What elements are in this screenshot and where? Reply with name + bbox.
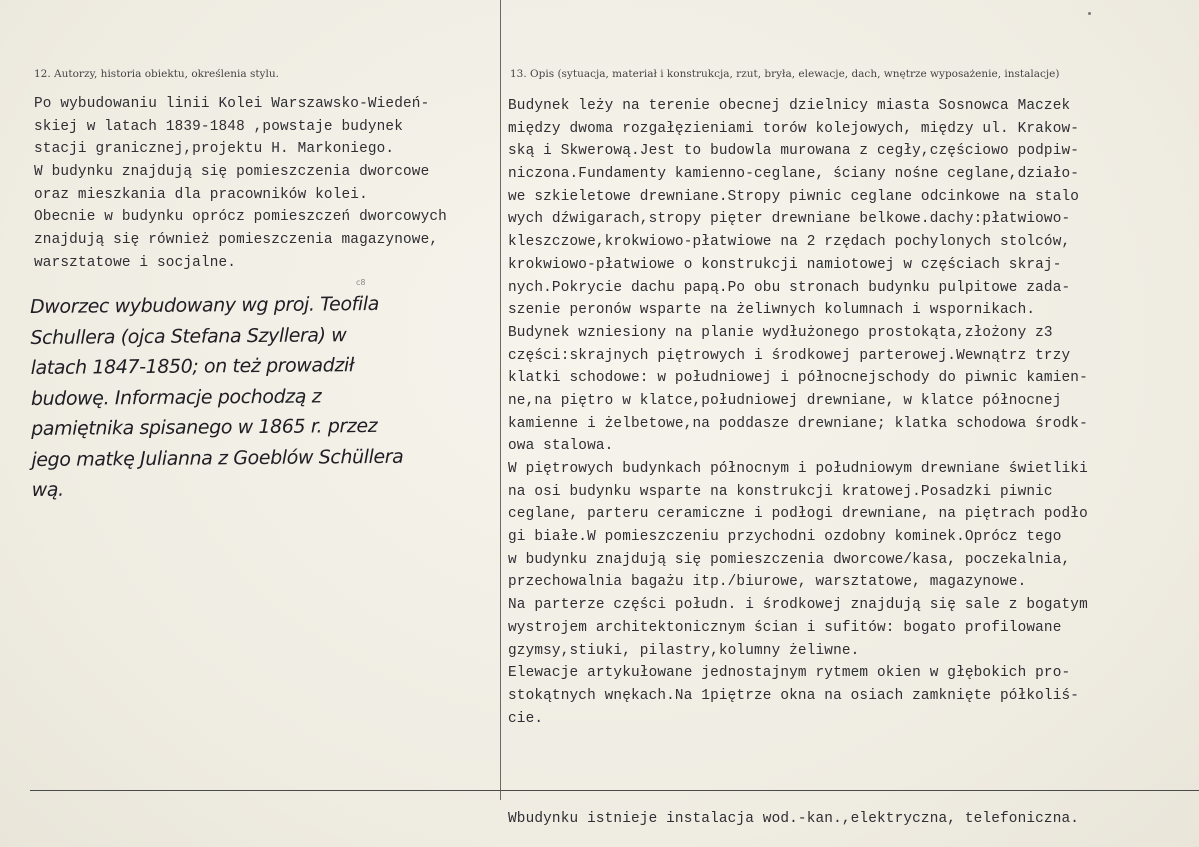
installations-line: Wbudynku istnieje instalacja wod.-kan.,elektryczna, telefoniczna. xyxy=(508,811,1080,827)
handwritten-note xyxy=(30,289,404,506)
text-line: oraz mieszkania dla pracowników kolei. xyxy=(34,186,368,203)
text-line: wych dźwigarach,stropy pięter drewniane belkowe.dachy:płatwiowo- xyxy=(508,211,1071,228)
small-pencil-mark: c8 xyxy=(356,278,366,287)
text-line: na osi budynku wsparte na konstrukcji kratowej.Posadzki piwnic xyxy=(508,483,1053,500)
text-line: klatki schodowe: w południowej i północnejschody do piwnic kamien- xyxy=(508,370,1088,387)
text-line: gzymsy,stiuki, pilastry,kolumny żeliwne. xyxy=(508,642,860,659)
text-line: ne,na piętro w klatce,południowej drewniane, w klatce północnej xyxy=(508,392,1062,409)
handwritten-line: Dworzec wybudowany wg proj. Teofila xyxy=(30,292,380,318)
text-line: Po wybudowaniu linii Kolei Warszawsko-Wiedeń- xyxy=(34,96,430,112)
handwritten-line: wą. xyxy=(31,478,64,501)
text-line: W piętrowych budynkach północnym i południowym drewniane świetliki xyxy=(508,461,1088,477)
text-line: warsztatowe i socjalne. xyxy=(34,254,237,271)
text-line: Elewacje artykułowane jednostajnym rytmem okien w głębokich pro- xyxy=(508,665,1071,682)
handwritten-line: jego matkę Julianna z Goeblów Schüllera xyxy=(31,445,404,471)
text-line: kamienne i żelbetowe,na poddasze drewniane; klatka schodowa środk- xyxy=(508,415,1088,432)
text-line: kleszczowe,krokwiowo-płatwiowe na 2 rzędach pochylonych stolców, xyxy=(508,234,1071,251)
text-line: Obecnie w budynku oprócz pomieszczeń dworcowych xyxy=(34,209,447,226)
text-line: W budynku znajdują się pomieszczenia dworcowe xyxy=(34,164,430,181)
text-line: owa stalowa. xyxy=(508,438,614,455)
text-line: ceglane, parteru ceramiczne i podłogi drewniane, na piętrach podło xyxy=(508,506,1088,523)
text-line: stokątnych wnękach.Na 1piętrze okna na osiach zamknięte półkoliś- xyxy=(508,687,1080,704)
text-line: między dwoma rozgałęzieniami torów kolejowych, między ul. Krakow- xyxy=(508,120,1080,137)
paper-speck xyxy=(1088,12,1091,15)
text-line: Budynek leży na terenie obecnej dzielnicy miasta Sosnowca Maczek xyxy=(508,98,1071,114)
text-line: ską i Skwerową.Jest to budowla murowana z cegły,częściowo podpiw- xyxy=(508,143,1080,160)
column-divider xyxy=(500,0,501,800)
text-line: stacji granicznej,projektu H. Markoniego. xyxy=(34,141,395,158)
text-line: niczona.Fundamenty kamienno-ceglane, ściany nośne ceglane,działo- xyxy=(508,166,1080,183)
text-line: nych.Pokrycie dachu papą.Po obu stronach budynku pulpitowe zada- xyxy=(508,279,1071,296)
text-line: szenie peronów wsparte na żeliwnych kolumnach i wspornikach. xyxy=(508,302,1036,319)
handwritten-line: budowę. Informacje pochodzą z xyxy=(30,384,322,410)
text-line: we szkieletowe drewniane.Stropy piwnic ceglane odcinkowe na stalo xyxy=(508,188,1080,205)
text-line: krokwiowo-płatwiowe o konstrukcji namiotowej w częściach skraj- xyxy=(508,256,1062,273)
handwritten-line: Schullera (ojca Stefana Szyllera) w xyxy=(30,323,347,349)
text-line: przechowalnia bagażu itp./biurowe, warsztatowe, magazynowe. xyxy=(508,574,1027,591)
text-line: Budynek wzniesiony na planie wydłużonego prostokąta,złożony z3 xyxy=(508,324,1053,341)
text-line: gi białe.W pomieszczeniu przychodni ozdobny kominek.Oprócz tego xyxy=(508,529,1062,546)
left-typed-text xyxy=(34,93,447,275)
text-line: Na parterze części połudn. i środkowej znajdują się sale z bogatym xyxy=(508,597,1088,614)
handwritten-line: pamiętnika spisanego w 1865 r. przez xyxy=(31,414,378,440)
left-column-header: 12. Autorzy, historia obiektu, określenia stylu. xyxy=(34,68,279,80)
handwritten-line: latach 1847-1850; on też prowadził xyxy=(30,354,355,379)
bottom-rule xyxy=(30,790,1199,791)
text-line: części:skrajnych piętrowych i środkowej parterowej.Wewnątrz trzy xyxy=(508,347,1071,364)
text-line: w budynku znajdują się pomieszczenia dworcowe/kasa, poczekalnia, xyxy=(508,551,1071,568)
right-column-header: 13. Opis (sytuacja, materiał i konstrukcja, rzut, bryła, elewacje, dach, wnętrze wyposażenie, instalacje) xyxy=(510,68,1060,80)
text-line: znajdują się również pomieszczenia magazynowe, xyxy=(34,232,439,249)
text-line: wystrojem architektonicznym ścian i sufitów: bogato profilowane xyxy=(508,619,1062,636)
text-line: skiej w latach 1839-1848 ,powstaje budynek xyxy=(34,118,404,135)
text-line: cie. xyxy=(508,710,544,727)
right-typed-text xyxy=(508,95,1088,730)
